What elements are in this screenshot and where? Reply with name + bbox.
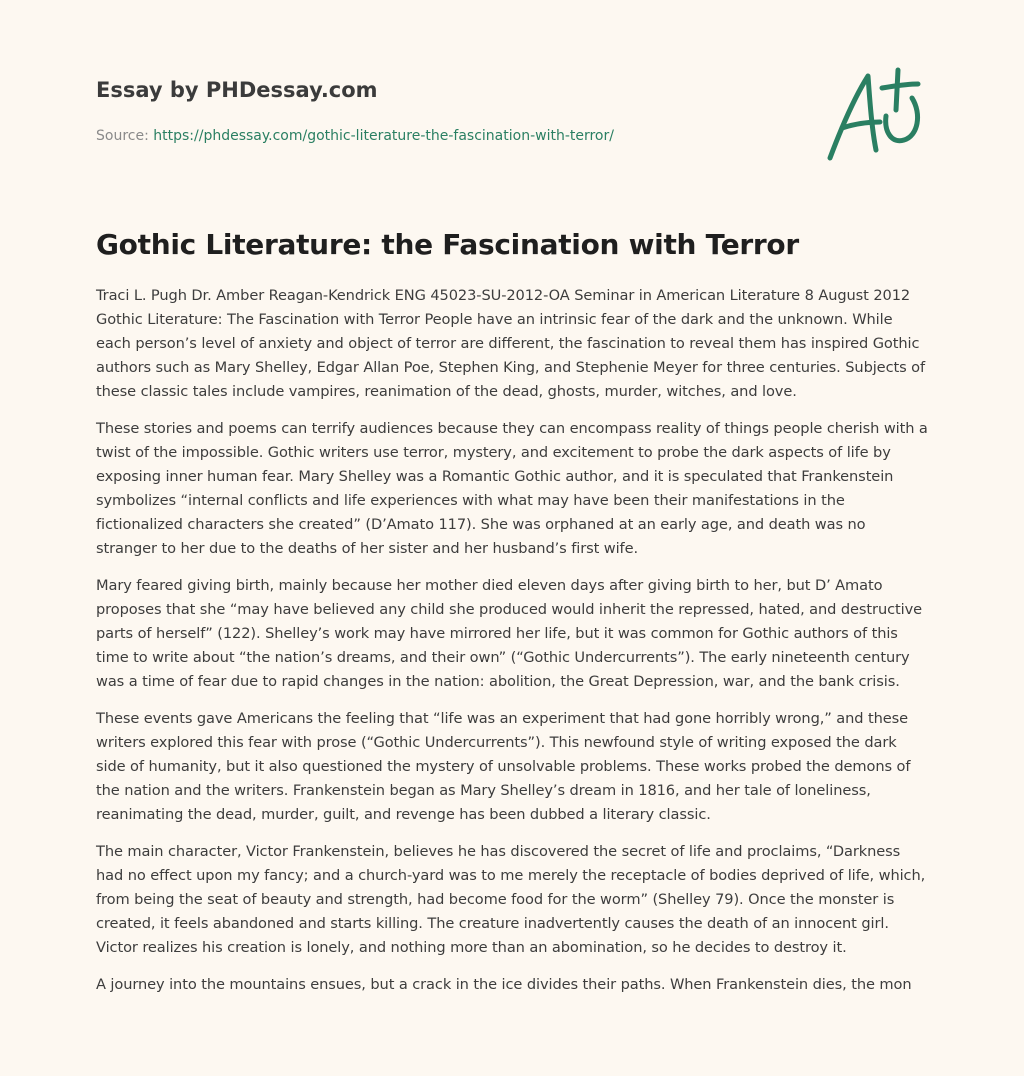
paragraph: These stories and poems can terrify audiences because they can encompass reality of things people cherish with a twist of the impossible. Gothic writers use terror, mystery, and excitement to probe the dark aspects of life by exposing inner human fear. Mary Shelley was a Romantic Gothic author, and it is speculated that Frankenstein symbolizes “internal conflicts and life experiences with what may have been their manifestations in the fictionalized characters she created” (D’Amato 117). She was orphaned at an early age, and death was no stranger to her due to the deaths of her sister and her husband’s first wife.	[96, 420, 928, 557]
paragraph: These events gave Americans the feeling that “life was an experiment that had gone horribly wrong,” and these writers explored this fear with prose (“Gothic Undercurrents”). This newfound style of writing exposed the dark side of humanity, but it also questioned the mystery of unsolvable problems. These works probed the demons of the nation and the writers. Frankenstein began as Mary Shelley’s dream in 1816, and her tale of loneliness, reanimating the dead, murder, guilt, and revenge has been dubbed a literary classic.	[96, 710, 911, 823]
paragraph: Mary feared giving birth, mainly because her mother died eleven days after giving birth to her, but D’ Amato proposes that she “may have believed any child she produced would inherit the repressed, hated, and destructive parts of herself” (122). Shelley’s work may have mirrored her life, but it was common for Gothic authors of this time to write about “the nation’s dreams, and their own” (“Gothic Undercurrents”). The early nineteenth century was a time of fear due to rapid changes in the nation: abolition, the Great Depression, war, and the bank crisis.	[96, 577, 923, 690]
source-line	[96, 126, 796, 146]
page-title: Gothic Literature: the Fascination with Terror	[96, 228, 799, 261]
brand-name: Essay by PHDessay.com	[96, 78, 378, 102]
page-header	[96, 76, 796, 146]
essay-body	[96, 284, 930, 1010]
paragraph: The main character, Victor Frankenstein, believes he has discovered the secret of life and proclaims, “Darkness had no effect upon my fancy; and a church-yard was to me merely the receptacle of bodies deprived of life, which, from being the seat of beauty and strength, had become food for the worm” (Shelley 79). Once the monster is created, it feels abandoned and starts killing. The creature inadvertently causes the death of an innocent girl. Victor realizes his creation is lonely, and nothing more than an abomination, so he decides to destroy it.	[96, 843, 926, 956]
paragraph: Traci L. Pugh Dr. Amber Reagan-Kendrick ENG 45023-SU-2012-OA Seminar in American Literature 8 August 2012 Gothic Literature: The Fascination with Terror People have an intrinsic fear of the dark and the unknown. While each person’s level of anxiety and object of terror are different, the fascination to reveal them has inspired Gothic authors such as Mary Shelley, Edgar Allan Poe, Stephen King, and Stephenie Meyer for three centuries. Subjects of these classic tales include vampires, reanimation of the dead, ghosts, murder, witches, and love.	[96, 287, 926, 400]
source-link[interactable]: https://phdessay.com/gothic-literature-the-fascination-with-terror/	[153, 128, 614, 144]
a-plus-logo-icon	[820, 64, 930, 168]
source-label: Source:	[96, 128, 149, 144]
paragraph: A journey into the mountains ensues, but a crack in the ice divides their paths. When Frankenstein dies, the mon	[96, 976, 912, 993]
